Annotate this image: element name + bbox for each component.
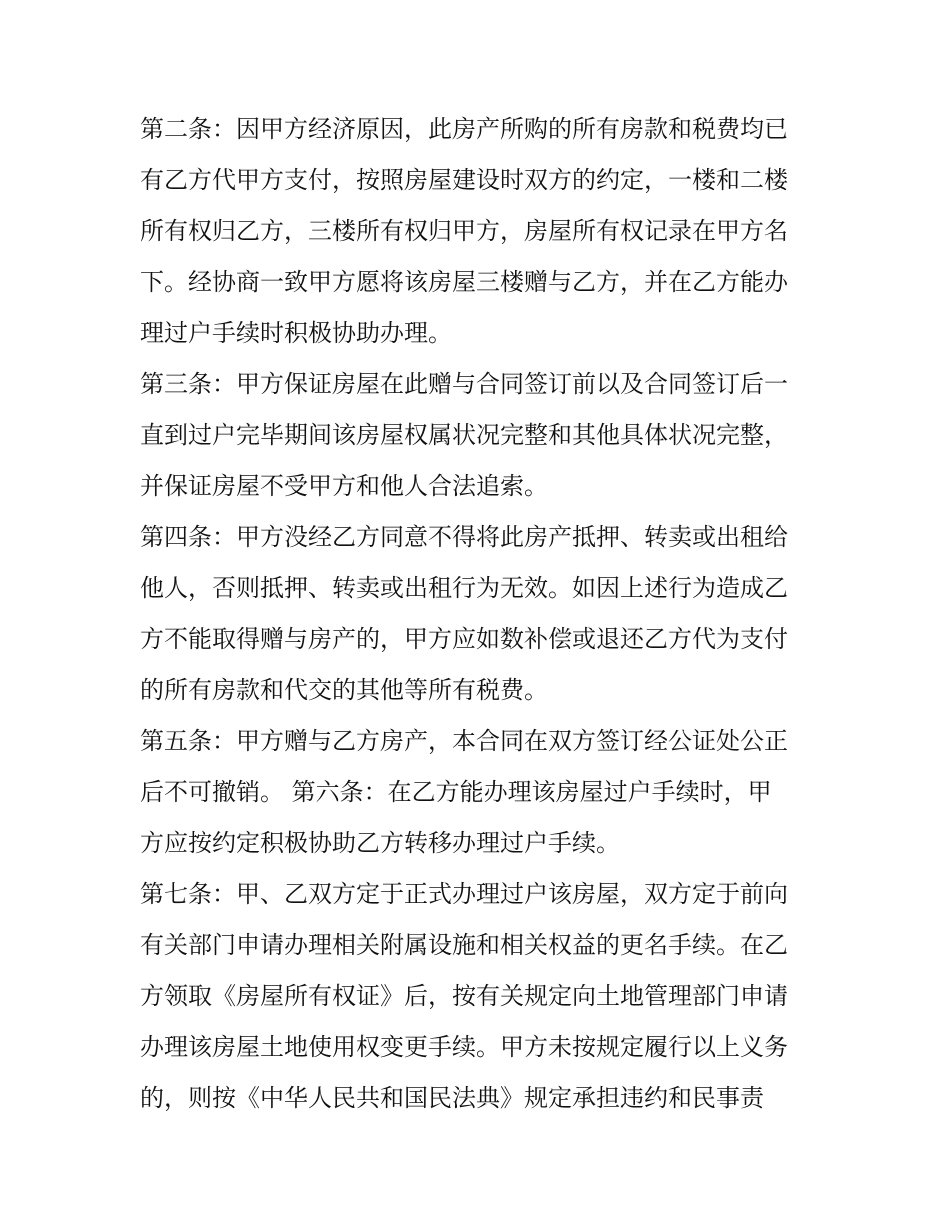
text-line: 有关部门申请办理相关附属设施和相关权益的更名手续。在乙 <box>140 931 788 959</box>
text-line: 方不能取得赠与房产的，甲方应如数补偿或退还乙方代为支付 <box>140 625 788 653</box>
text-line: 第三条：甲方保证房屋在此赠与合同签订前以及合同签订后一 <box>140 370 788 398</box>
text-line: 第二条：因甲方经济原因，此房产所购的所有房款和税费均已 <box>140 115 788 143</box>
text-line: 办理该房屋土地使用权变更手续。甲方未按规定履行以上义务 <box>140 1033 788 1061</box>
text-line: 下。经协商一致甲方愿将该房屋三楼赠与乙方，并在乙方能办 <box>140 268 788 296</box>
text-line: 所有权归乙方，三楼所有权归甲方，房屋所有权记录在甲方名 <box>140 217 788 245</box>
text-line: 并保证房屋不受甲方和他人合法追索。 <box>140 472 548 500</box>
text-line: 的所有房款和代交的其他等所有税费。 <box>140 676 548 704</box>
text-line: 第四条：甲方没经乙方同意不得将此房产抵押、转卖或出租给 <box>140 523 788 551</box>
text-line: 的，则按《中华人民共和国民法典》规定承担违约和民事责 <box>140 1084 764 1112</box>
text-line: 理过户手续时积极协助办理。 <box>140 319 452 347</box>
text-line: 第五条：甲方赠与乙方房产，本合同在双方签订经公证处公正 <box>140 727 788 755</box>
document-body <box>140 104 820 1124</box>
text-line: 方领取《房屋所有权证》后，按有关规定向土地管理部门申请 <box>140 982 788 1010</box>
text-line: 方应按约定积极协助乙方转移办理过户手续。 <box>140 829 620 857</box>
text-line: 直到过户完毕期间该房屋权属状况完整和其他具体状况完整， <box>140 421 788 449</box>
text-line: 第七条：甲、乙双方定于正式办理过户该房屋，双方定于前向 <box>140 880 788 908</box>
text-line: 后不可撤销。 第六条：在乙方能办理该房屋过户手续时，甲 <box>140 778 772 806</box>
text-line: 有乙方代甲方支付，按照房屋建设时双方的约定，一楼和二楼 <box>140 166 788 194</box>
text-line: 他人，否则抵押、转卖或出租行为无效。如因上述行为造成乙 <box>140 574 788 602</box>
